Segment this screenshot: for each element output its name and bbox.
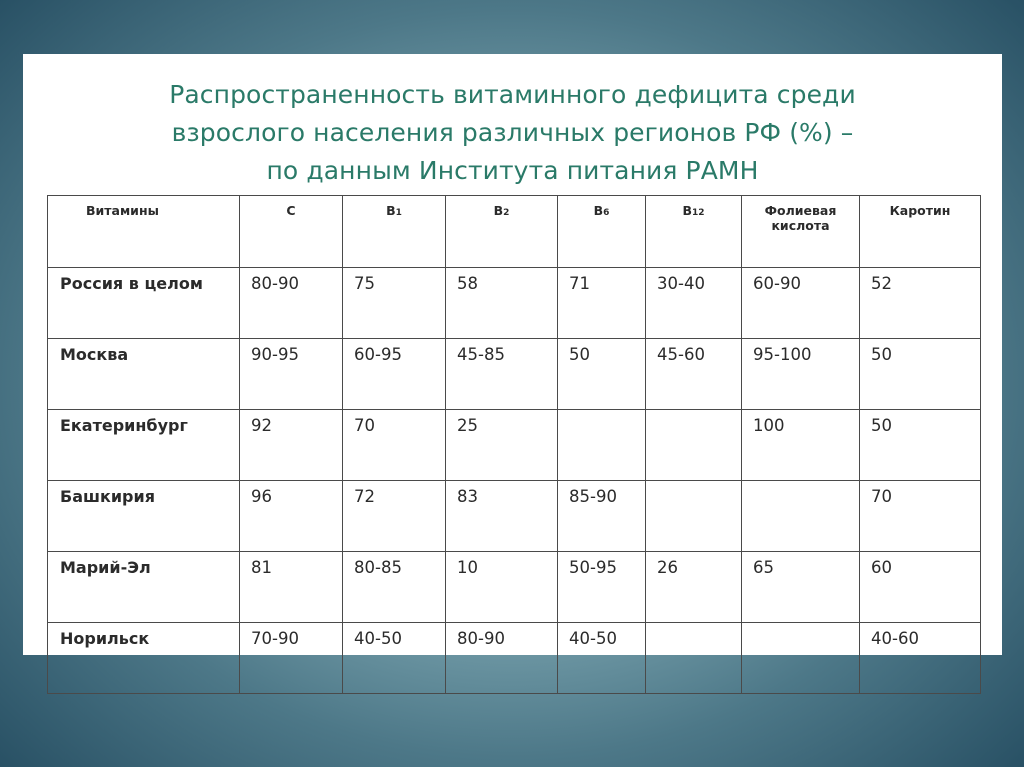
- value-cell: 70: [343, 410, 446, 481]
- table-header-row: [48, 196, 981, 268]
- region-cell: Марий-Эл: [48, 552, 240, 623]
- value-cell: 95-100: [742, 339, 860, 410]
- title-line-1: Распространенность витаминного дефицита среди: [169, 80, 856, 109]
- region-cell: Башкирия: [48, 481, 240, 552]
- value-cell: 30-40: [646, 268, 742, 339]
- value-cell: 70: [860, 481, 981, 552]
- value-cell: 40-60: [860, 623, 981, 694]
- value-cell: 45-85: [446, 339, 558, 410]
- value-cell: [558, 410, 646, 481]
- region-cell: Норильск: [48, 623, 240, 694]
- value-cell: 50-95: [558, 552, 646, 623]
- value-cell: [646, 410, 742, 481]
- value-cell: 26: [646, 552, 742, 623]
- value-cell: 96: [240, 481, 343, 552]
- value-cell: 75: [343, 268, 446, 339]
- title-line-2: взрослого населения различных регионов РФ (%) –: [171, 118, 854, 147]
- slide-title: [23, 76, 1002, 190]
- value-cell: 71: [558, 268, 646, 339]
- value-cell: [646, 623, 742, 694]
- value-cell: 60: [860, 552, 981, 623]
- vitamin-deficiency-table: [47, 195, 981, 694]
- value-cell: 80-85: [343, 552, 446, 623]
- header-b12: B12: [646, 196, 742, 268]
- value-cell: 40-50: [558, 623, 646, 694]
- value-cell: 85-90: [558, 481, 646, 552]
- value-cell: [742, 481, 860, 552]
- header-c: C: [240, 196, 343, 268]
- table-row: [48, 481, 981, 552]
- value-cell: 60-90: [742, 268, 860, 339]
- table-row: [48, 268, 981, 339]
- header-folic-acid: Фолиевая кислота: [742, 196, 860, 268]
- region-cell: Москва: [48, 339, 240, 410]
- value-cell: [646, 481, 742, 552]
- header-carotene: Каротин: [860, 196, 981, 268]
- region-cell: Екатеринбург: [48, 410, 240, 481]
- value-cell: 72: [343, 481, 446, 552]
- value-cell: 80-90: [446, 623, 558, 694]
- title-line-3: по данным Института питания РАМН: [266, 156, 759, 185]
- value-cell: 92: [240, 410, 343, 481]
- value-cell: 52: [860, 268, 981, 339]
- value-cell: 50: [860, 410, 981, 481]
- value-cell: 70-90: [240, 623, 343, 694]
- value-cell: 25: [446, 410, 558, 481]
- value-cell: 100: [742, 410, 860, 481]
- slide: [23, 54, 1002, 655]
- value-cell: 50: [558, 339, 646, 410]
- value-cell: 80-90: [240, 268, 343, 339]
- value-cell: 58: [446, 268, 558, 339]
- value-cell: 83: [446, 481, 558, 552]
- table-row: [48, 339, 981, 410]
- table-row: [48, 410, 981, 481]
- header-vitamins: Витамины: [48, 196, 240, 268]
- value-cell: 90-95: [240, 339, 343, 410]
- header-b2: B2: [446, 196, 558, 268]
- value-cell: 50: [860, 339, 981, 410]
- header-b6: B6: [558, 196, 646, 268]
- table-row: [48, 623, 981, 694]
- value-cell: 40-50: [343, 623, 446, 694]
- header-b1: B1: [343, 196, 446, 268]
- region-cell: Россия в целом: [48, 268, 240, 339]
- value-cell: 10: [446, 552, 558, 623]
- table-row: [48, 552, 981, 623]
- value-cell: [742, 623, 860, 694]
- value-cell: 65: [742, 552, 860, 623]
- value-cell: 60-95: [343, 339, 446, 410]
- value-cell: 45-60: [646, 339, 742, 410]
- value-cell: 81: [240, 552, 343, 623]
